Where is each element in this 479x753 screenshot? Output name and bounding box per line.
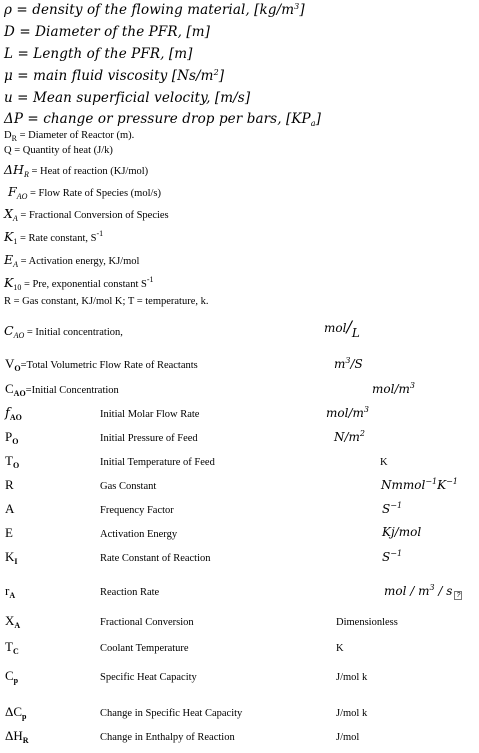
table-row xyxy=(0,477,479,501)
symbol-cell xyxy=(5,356,198,373)
unit: K xyxy=(380,457,388,468)
table-row xyxy=(0,381,479,405)
def-pressure-drop: ΔP = change or pressure drop per bars, $[KP_a]$ xyxy=(4,111,321,128)
unit: J/mol xyxy=(336,732,360,743)
table-row xyxy=(0,429,479,453)
description: Initial Pressure of Feed xyxy=(100,433,198,444)
description: Initial Temperature of Feed xyxy=(100,457,215,468)
def-viscosity: μ = main fluid viscosity $[Ns/m^2]$ xyxy=(4,68,225,84)
symbol-subscript: AO xyxy=(13,389,26,398)
def-density: ρ = density of the flowing material, $[kg/m^3]$ xyxy=(4,2,305,18)
description: Coolant Temperature xyxy=(100,643,189,654)
def-gas-constant: R = Gas constant, KJ/mol K; T = temperature, k. xyxy=(4,296,209,307)
description: Reaction Rate xyxy=(100,587,160,598)
symbol-subscript: O xyxy=(12,461,20,470)
description: Gas Constant xyxy=(100,481,157,492)
unit: Dimensionless xyxy=(336,617,398,628)
symbol: A xyxy=(5,501,15,516)
table-row xyxy=(0,639,479,663)
unit: $Nmmol^{-1}K^{-1}$ xyxy=(381,477,458,492)
unit: $N/m^2$ xyxy=(334,429,366,444)
symbol-cell xyxy=(5,549,18,566)
symbol-subscript: O xyxy=(14,364,21,373)
symbol-cell xyxy=(5,525,13,541)
def-initial-concentration: $C_{AO}$ = Initial concentration, xyxy=(4,323,123,340)
missing-glyph-icon: ? xyxy=(456,592,461,599)
table-row xyxy=(0,405,479,429)
symbol-cell xyxy=(5,453,19,470)
table-row xyxy=(0,525,479,549)
symbol: E xyxy=(5,525,13,540)
def-heat-quantity: Q = Quantity of heat (J/k) xyxy=(4,145,113,156)
symbol-cell xyxy=(5,501,14,517)
table-row xyxy=(0,453,479,477)
def-velocity: u = Mean superficial velocity, [m/s] xyxy=(4,90,251,106)
description: =Initial Concentration xyxy=(25,385,119,396)
symbol: ΔC xyxy=(5,704,23,719)
symbol-cell xyxy=(5,704,26,721)
unit: J/mol k xyxy=(336,672,368,683)
table-row xyxy=(0,356,479,380)
description: Initial Molar Flow Rate xyxy=(100,409,200,420)
symbol-subscript: p xyxy=(13,676,19,685)
symbol: R xyxy=(5,477,14,492)
unit: mol/$m^3$ xyxy=(372,381,415,396)
symbol: X xyxy=(5,613,15,628)
def-heat-reaction: $\Delta H_R$ = Heat of reaction (KJ/mol) xyxy=(4,162,149,179)
symbol: T xyxy=(5,639,13,654)
symbol-subscript: R xyxy=(22,736,29,745)
symbol-subscript: O xyxy=(12,437,19,446)
table-row xyxy=(0,549,479,573)
def-length: L = Length of the PFR, [m] xyxy=(4,46,193,62)
description: Rate Constant of Reaction xyxy=(100,553,211,564)
table-row xyxy=(0,613,479,637)
symbol: ΔH xyxy=(5,728,23,743)
symbol-cell xyxy=(5,429,18,446)
description: Specific Heat Capacity xyxy=(100,672,197,683)
symbol-cell xyxy=(5,728,29,745)
table-row xyxy=(0,704,479,728)
unit: J/mol k xyxy=(336,708,368,719)
symbol: C xyxy=(5,381,14,396)
def-pre-exponential: $K_{10}$ = Pre, exponential constant $S^{-1}$ xyxy=(4,275,154,292)
symbol-cell xyxy=(5,613,20,630)
unit: $S^{-1}$ xyxy=(382,549,403,564)
description: Frequency Factor xyxy=(100,505,174,516)
symbol: T xyxy=(5,453,13,468)
symbol: C xyxy=(5,668,14,683)
description: Fractional Conversion xyxy=(100,617,194,628)
table-row xyxy=(0,583,479,607)
description: Activation Energy xyxy=(100,529,178,540)
description: Change in Specific Heat Capacity xyxy=(100,708,243,719)
symbol-cell xyxy=(5,405,22,422)
table-row xyxy=(0,668,479,692)
unit: mol / $m^3$ / s ? xyxy=(384,583,461,599)
symbol: f xyxy=(5,406,10,421)
unit: K xyxy=(336,643,344,654)
unit: mol/$m^3$ xyxy=(326,405,369,420)
description: Change in Enthalpy of Reaction xyxy=(100,732,235,743)
symbol-cell xyxy=(5,639,19,656)
def-diameter: D = Diameter of the PFR, [m] xyxy=(4,24,211,40)
def-initial-concentration-unit: mol/$_L$ xyxy=(324,317,360,340)
def-flow-rate: $F_{AO}$ = Flow Rate of Species (mol/s) xyxy=(8,184,162,201)
def-conversion: $X_A$ = Fractional Conversion of Species xyxy=(4,206,169,223)
unit: $m^3/S$ xyxy=(334,356,363,371)
unit: $S^{-1}$ xyxy=(382,501,403,516)
symbol-cell xyxy=(5,381,119,398)
symbol-subscript: p xyxy=(22,712,27,721)
def-rate-constant: $K_1$ = Rate constant, $S^{-1}$ xyxy=(4,229,104,246)
symbol-subscript: A xyxy=(14,621,21,630)
symbol-cell xyxy=(5,583,15,600)
symbol-cell xyxy=(5,477,14,493)
symbol-cell xyxy=(5,668,18,685)
symbol-subscript: AO xyxy=(9,413,22,422)
symbol-subscript: A xyxy=(9,591,16,600)
table-row xyxy=(0,728,479,752)
symbol: V xyxy=(5,356,15,371)
symbol: r xyxy=(5,583,10,598)
def-activation-energy: $E_A$ = Activation energy, KJ/mol xyxy=(4,252,140,269)
unit: Kj/mol xyxy=(382,525,422,539)
description: =Total Volumetric Flow Rate of Reactants xyxy=(20,360,198,371)
table-row xyxy=(0,501,479,525)
symbol: P xyxy=(5,429,13,444)
symbol: K xyxy=(5,549,15,564)
symbol-subscript: I xyxy=(14,557,18,566)
symbol-subscript: C xyxy=(12,647,19,656)
def-reactor-diameter: $D_R$ = Diameter of Reactor (m). xyxy=(4,130,135,143)
